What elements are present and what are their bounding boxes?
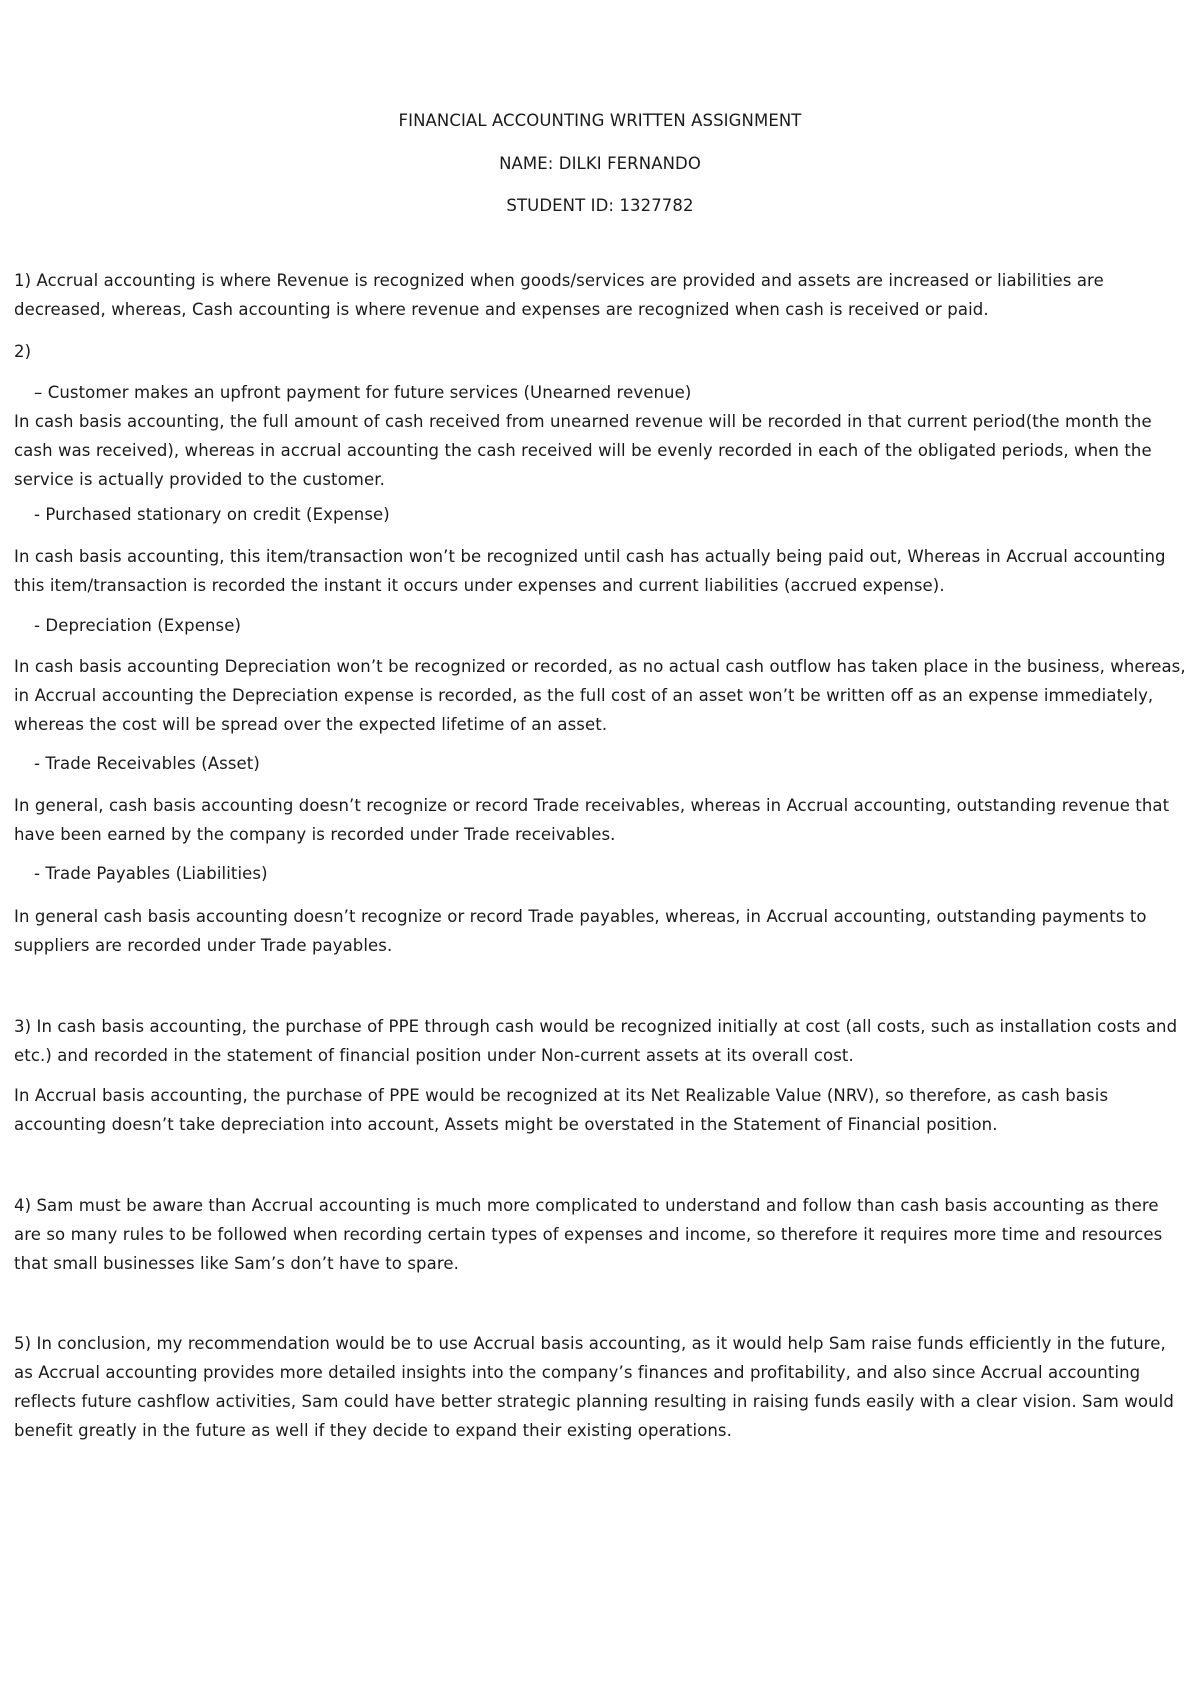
item-5-heading: - Trade Payables (Liabilities) — [34, 864, 268, 883]
answer-2-item-2-heading — [14, 500, 1186, 529]
student-name: NAME: DILKI FERNANDO — [499, 154, 701, 173]
answer-2-item-3-body — [14, 652, 1186, 739]
answer-1-text: 1) Accrual accounting is where Revenue is recognized when goods/services are provided and assets are increased or liabilities are decreased, whereas, Cash accounting is where revenue and expenses are recognized when cash is received or paid. — [14, 271, 1104, 319]
item-1-heading: – Customer makes an upfront payment for future services (Unearned revenue) — [34, 383, 692, 402]
answer-2-item-5-body — [14, 902, 1186, 960]
answer-5 — [14, 1329, 1186, 1445]
answer-2-item-4-body — [14, 791, 1186, 849]
item-2-heading: - Purchased stationary on credit (Expense) — [34, 505, 390, 524]
answer-2-item-5-heading — [14, 859, 1186, 888]
answer-4-text: 4) Sam must be aware than Accrual accounting is much more complicated to understand and follow than cash basis accounting as there are so many rules to be followed when recording certain types of expenses and income, so therefore it requires more time and resources that small businesses like Sam’s don’t have to spare. — [14, 1196, 1163, 1273]
answer-2-item-2-body — [14, 542, 1186, 600]
item-3-text: In cash basis accounting Depreciation won’t be recognized or recorded, as no actual cash outflow has taken place in the business, whereas, in Accrual accounting the Depreciation expense is recorded, as the full cost of an asset won’t be written off as an expense immediately, whereas the cost will be spread over the expected lifetime of an asset. — [14, 657, 1186, 734]
answer-3-para-2 — [14, 1081, 1186, 1139]
answer-1 — [14, 266, 1186, 324]
student-id: STUDENT ID: 1327782 — [506, 196, 694, 215]
answer-2-item-4-heading — [14, 749, 1186, 778]
answer-4 — [14, 1191, 1186, 1278]
answer-3-text-1: 3) In cash basis accounting, the purchase of PPE through cash would be recognized initially at cost (all costs, such as installation costs and etc.) and recorded in the statement of financial position under Non-current assets at its overall cost. — [14, 1017, 1178, 1065]
item-2-text: In cash basis accounting, this item/transaction won’t be recognized until cash has actually being paid out, Whereas in Accrual accounting this item/transaction is recorded the instant it occurs under expenses and current liabilities (accrued expense). — [14, 547, 1166, 595]
answer-2-label: 2) — [14, 342, 32, 361]
item-4-heading: - Trade Receivables (Asset) — [34, 754, 260, 773]
document-title: FINANCIAL ACCOUNTING WRITTEN ASSIGNMENT — [398, 111, 802, 130]
answer-2-item-1 — [14, 378, 1186, 494]
item-5-text: In general cash basis accounting doesn’t recognize or record Trade payables, whereas, in Accrual accounting, outstanding payments to suppliers are recorded under Trade payables. — [14, 907, 1147, 955]
answer-3-text-2: In Accrual basis accounting, the purchase of PPE would be recognized at its Net Realizable Value (NRV), so therefore, as cash basis accounting doesn’t take depreciation into account, Assets might be overstated in the Statement of Financial position. — [14, 1086, 1109, 1134]
item-3-heading: - Depreciation (Expense) — [34, 616, 242, 635]
answer-5-text: 5) In conclusion, my recommendation would be to use Accrual basis accounting, as it would help Sam raise funds efficiently in the future, as Accrual accounting provides more detailed insights into the company’s finances and profitability, and also since Accrual accounting reflects future cashflow activities, Sam could have better strategic planning resulting in raising funds easily with a clear vision. Sam would benefit greatly in the future as well if they decide to expand their existing operations. — [14, 1334, 1174, 1440]
answer-2-number — [14, 337, 1186, 366]
item-4-text: In general, cash basis accounting doesn’t recognize or record Trade receivables, whereas in Accrual accounting, outstanding revenue that have been earned by the company is recorded under Trade receivables. — [14, 796, 1170, 844]
item-1-text: In cash basis accounting, the full amount of cash received from unearned revenue will be recorded in that current period(the month the cash was received), whereas in accrual accounting the cash received will be evenly recorded in each of the obligated periods, when the service is actually provided to the customer. — [14, 412, 1152, 489]
answer-2-item-3-heading — [14, 611, 1186, 640]
answer-3-para-1 — [14, 1012, 1186, 1070]
